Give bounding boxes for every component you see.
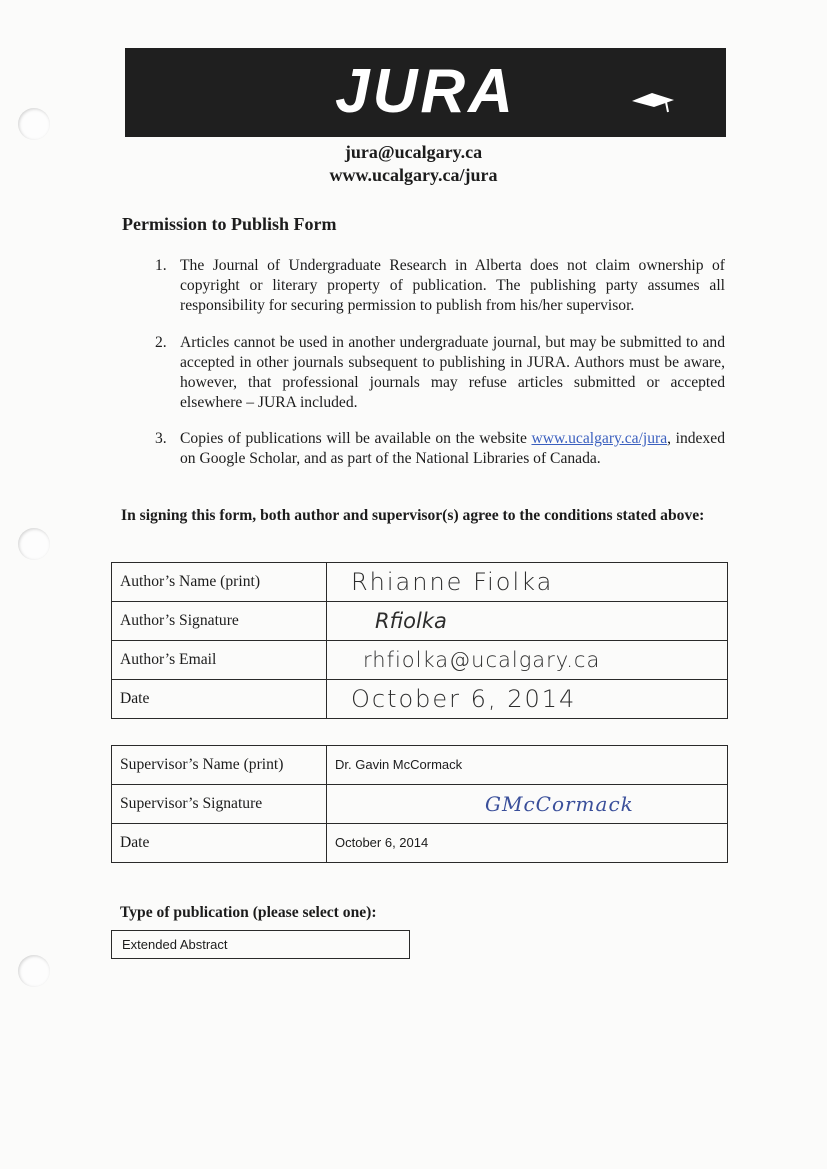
- supervisor-date-label: Date: [112, 824, 327, 863]
- supervisor-name-value: Dr. Gavin McCormack: [335, 757, 463, 772]
- form-title: Permission to Publish Form: [122, 214, 337, 234]
- supervisor-date-value: October 6, 2014: [335, 835, 429, 850]
- term-3: [155, 429, 725, 469]
- term-number: 3.: [155, 430, 167, 447]
- author-table: [111, 562, 728, 719]
- table-row: [112, 824, 728, 863]
- term-text: [180, 429, 725, 469]
- author-date-value: October 6, 2014: [351, 685, 577, 713]
- website-link[interactable]: www.ucalgary.ca/jura: [531, 430, 668, 447]
- supervisor-signature-value: GMcCormack: [485, 792, 634, 816]
- author-email-label: Author’s Email: [112, 641, 327, 680]
- term-2: [155, 333, 725, 413]
- supervisor-signature-field[interactable]: [327, 785, 728, 824]
- table-row: [112, 785, 728, 824]
- author-signature-value: Rfiolka: [375, 609, 447, 633]
- supervisor-name-field[interactable]: [327, 746, 728, 785]
- term-text: The Journal of Undergraduate Research in Alberta does not claim ownership of copyright or literary property of publication. The publishing party assumes all responsibility for securing permission to publish from his/her supervisor.: [180, 257, 725, 314]
- table-row: [112, 680, 728, 719]
- author-date-field[interactable]: [327, 680, 728, 719]
- author-email-value: rhfiolka@ucalgary.ca: [363, 648, 601, 672]
- contact-email: jura@ucalgary.ca: [344, 142, 483, 162]
- table-row: [112, 746, 728, 785]
- term-text-before: Copies of publications will be available on the website: [180, 430, 532, 447]
- author-name-value: Rhianne Fiolka: [351, 568, 554, 596]
- term-number: 2.: [155, 334, 167, 351]
- agreement-statement: In signing this form, both author and supervisor(s) agree to the conditions stated above:: [121, 507, 705, 524]
- contact-website: www.ucalgary.ca/jura: [329, 165, 498, 185]
- author-name-label: Author’s Name (print): [112, 563, 327, 602]
- author-name-field[interactable]: [327, 563, 728, 602]
- supervisor-signature-label: Supervisor’s Signature: [112, 785, 327, 824]
- term-text: Articles cannot be used in another undergraduate journal, but may be submitted to and accepted in other journals subsequent to publishing in JURA. Authors must be aware, however, that professional journals may refuse articles submitted or accepted elsewhere – JURA included.: [180, 334, 725, 411]
- author-email-field[interactable]: [327, 641, 728, 680]
- jura-logo: JURA: [335, 57, 516, 126]
- term-1: [155, 256, 725, 316]
- supervisor-table: [111, 745, 728, 863]
- table-row: [112, 641, 728, 680]
- punch-hole-middle: [18, 528, 50, 560]
- author-signature-label: Author’s Signature: [112, 602, 327, 641]
- term-number: 1.: [155, 257, 167, 274]
- author-signature-field[interactable]: [327, 602, 728, 641]
- term-text-after: , indexed on Google Scholar, and as part of the National Libraries of Canada.: [180, 430, 725, 467]
- punch-hole-bottom: [18, 955, 50, 987]
- supervisor-name-label: Supervisor’s Name (print): [112, 746, 327, 785]
- publication-type-select[interactable]: Extended Abstract: [111, 930, 410, 959]
- publication-type-label: Type of publication (please select one):: [120, 904, 377, 921]
- jura-banner: [125, 48, 726, 137]
- table-row: [112, 602, 728, 641]
- supervisor-date-field[interactable]: [327, 824, 728, 863]
- punch-hole-top: [18, 108, 50, 140]
- graduation-cap-icon: [630, 92, 676, 114]
- table-row: [112, 563, 728, 602]
- author-date-label: Date: [112, 680, 327, 719]
